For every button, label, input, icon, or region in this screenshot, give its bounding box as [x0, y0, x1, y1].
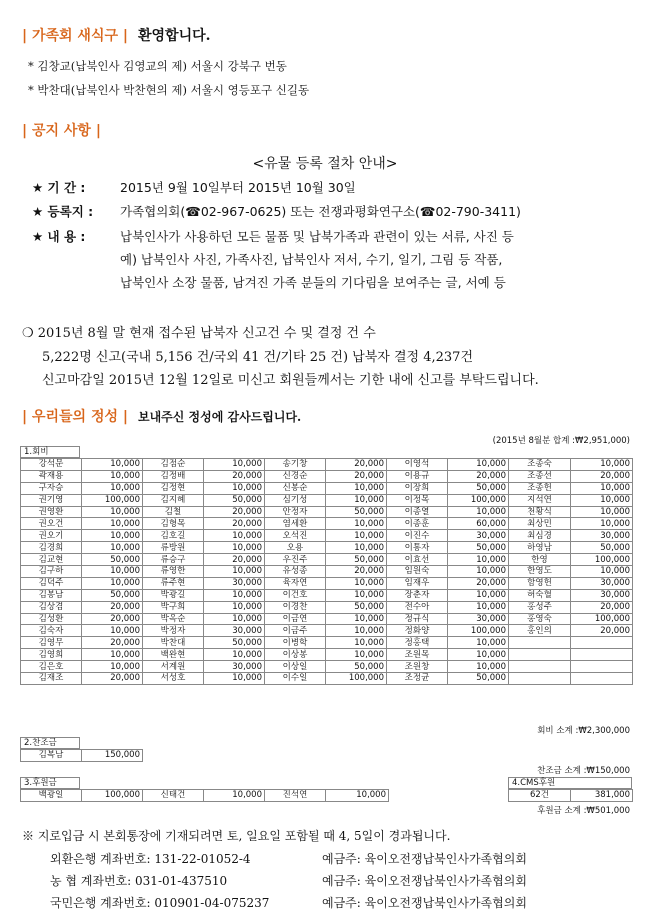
donor-name: 이금주 — [265, 625, 326, 637]
donor-name: 이건호 — [265, 589, 326, 601]
cms-count: 62건 — [509, 790, 571, 802]
notice-row-text: 납북인사가 사용하던 모든 물품 및 납북가족과 관련이 있는 서류, 사진 등 — [120, 229, 514, 244]
donor-name: 김형목 — [143, 518, 204, 530]
donor-amount: 20,000 — [571, 601, 633, 613]
donor-amount: 10,000 — [571, 518, 633, 530]
table-row — [21, 625, 633, 637]
status-line: 신고마감일 2015년 12월 12일로 미신고 회원들께서는 기한 내에 신고를 부탁드립니다. — [42, 373, 539, 388]
donor-amount: 10,000 — [82, 459, 143, 471]
donor-name: 하영남 — [509, 542, 571, 554]
donor-name: 박정자 — [143, 625, 204, 637]
donor-name: 정홍택 — [387, 637, 448, 649]
cms-grid — [508, 789, 633, 802]
donor-amount: 100,000 — [326, 673, 387, 685]
donor-amount: 10,000 — [448, 566, 509, 578]
donor-amount: 20,000 — [571, 625, 633, 637]
donor-amount: 10,000 — [82, 542, 143, 554]
donor-amount: 10,000 — [204, 530, 265, 542]
donor-name: 강석문 — [21, 459, 82, 471]
donor-amount: 10,000 — [571, 566, 633, 578]
account-holder: 예금주: 육이오전쟁납북인사가족협의회 — [322, 852, 527, 866]
notice-row-label: ★ 내 용 : — [32, 229, 86, 244]
donor-name: 서계원 — [143, 661, 204, 673]
donor-name — [509, 673, 571, 685]
donor-amount: 10,000 — [448, 589, 509, 601]
donor-name: 김성환 — [21, 613, 82, 625]
welcome-item: * 박찬대(납북인사 박찬현의 제) 서울시 영등포구 신길동 — [28, 83, 310, 97]
donor-name: 이통자 — [387, 542, 448, 554]
donor-name: 홍인의 — [509, 625, 571, 637]
donor-name: 이상일 — [265, 661, 326, 673]
donor-amount: 10,000 — [82, 625, 143, 637]
donor-amount: 10,000 — [204, 566, 265, 578]
donor-name: 김지혜 — [143, 494, 204, 506]
donor-amount: 50,000 — [204, 494, 265, 506]
donor-name: 류방원 — [143, 542, 204, 554]
section-cms: 4.CMS후원 — [508, 777, 632, 789]
donor-amount: 10,000 — [326, 518, 387, 530]
donor-amount: 10,000 — [204, 589, 265, 601]
donor-amount: 50,000 — [82, 554, 143, 566]
donor-name: 이금연 — [265, 613, 326, 625]
donor-amount: 10,000 — [571, 506, 633, 518]
donor-name: 전수아 — [387, 601, 448, 613]
status-line: 5,222명 신고(국내 5,156 건/국외 41 건/기타 25 건) 납북자 결정 4,237건 — [42, 350, 474, 365]
donor-amount: 50,000 — [326, 601, 387, 613]
donor-amount: 20,000 — [326, 470, 387, 482]
account-holder: 예금주: 육이오전쟁납북인사가족협의회 — [322, 874, 527, 888]
donor-amount: 100,000 — [82, 790, 143, 802]
table-row — [509, 790, 633, 802]
donor-amount: 10,000 — [204, 459, 265, 471]
donor-amount: 10,000 — [326, 577, 387, 589]
notice-row-label: ★ 등록지 : — [32, 204, 94, 219]
table-row — [21, 566, 633, 578]
donor-name: 류주현 — [143, 577, 204, 589]
donor-amount: 10,000 — [204, 673, 265, 685]
subtotal-sponsorship: 찬조금 소계 :₩150,000 — [537, 766, 630, 776]
donor-name: 권오건 — [21, 518, 82, 530]
table-row — [21, 518, 633, 530]
donor-name: 김재조 — [21, 673, 82, 685]
table-row — [21, 542, 633, 554]
donor-name — [509, 649, 571, 661]
donor-name: 최상민 — [509, 518, 571, 530]
donor-name: 이수일 — [265, 673, 326, 685]
donor-amount: 100,000 — [571, 613, 633, 625]
notice-row-text: 2015년 9월 10일부터 2015년 10월 30일 — [120, 180, 356, 195]
donor-name: 우진주 — [265, 554, 326, 566]
donor-amount: 100,000 — [82, 494, 143, 506]
account-bank: 외환은행 계좌번호: 131-22-01052-4 — [50, 852, 251, 866]
donor-amount: 150,000 — [82, 750, 143, 762]
table-row — [21, 530, 633, 542]
table-row — [21, 750, 143, 762]
donor-amount: 10,000 — [448, 649, 509, 661]
table-row — [21, 459, 633, 471]
donor-name: 신경순 — [265, 470, 326, 482]
donor-name: 김정배 — [143, 470, 204, 482]
donor-name: 이경찬 — [265, 601, 326, 613]
notice-row-label: ★ 기 간 : — [32, 180, 86, 195]
subtotal-fee: 회비 소계 :₩2,300,000 — [537, 726, 630, 736]
donor-amount: 10,000 — [82, 661, 143, 673]
notice-row-content — [32, 227, 514, 245]
donor-amount: 50,000 — [82, 589, 143, 601]
section-support: 3.후원금 — [20, 777, 80, 789]
donor-amount: 10,000 — [571, 459, 633, 471]
donor-name: 허숙혈 — [509, 589, 571, 601]
donor-amount: 10,000 — [326, 589, 387, 601]
donation-total: (2015년 8월분 합계 :₩2,951,000) — [492, 436, 630, 446]
donor-name: 김숙자 — [21, 625, 82, 637]
table-row — [21, 673, 633, 685]
notice-title: <유물 등록 절차 안내> — [252, 156, 398, 172]
donor-amount: 30,000 — [204, 625, 265, 637]
table-row — [21, 790, 389, 802]
donor-amount: 100,000 — [448, 494, 509, 506]
subtotal-support: 후원금 소계 :₩501,000 — [537, 806, 630, 816]
donor-amount: 20,000 — [82, 613, 143, 625]
donor-amount: 10,000 — [82, 482, 143, 494]
donor-name: 진석연 — [265, 790, 326, 802]
donor-name: 오석진 — [265, 530, 326, 542]
donor-name: 곽재용 — [21, 470, 82, 482]
donor-name: 김영희 — [21, 649, 82, 661]
donor-name: 김덕주 — [21, 577, 82, 589]
donor-amount — [571, 637, 633, 649]
section-sponsorship: 2.찬조금 — [20, 737, 80, 749]
donor-amount: 30,000 — [571, 577, 633, 589]
donor-name: 김상겸 — [21, 601, 82, 613]
table-row — [21, 613, 633, 625]
donor-amount: 20,000 — [82, 601, 143, 613]
donor-amount: 10,000 — [82, 506, 143, 518]
donor-amount: 20,000 — [448, 577, 509, 589]
donor-amount: 10,000 — [326, 790, 389, 802]
donations-heading — [22, 406, 301, 426]
donor-name: 임재우 — [387, 577, 448, 589]
donor-amount: 10,000 — [204, 649, 265, 661]
donor-name: 백광일 — [21, 790, 82, 802]
donor-name: 송기창 — [265, 459, 326, 471]
donor-amount: 10,000 — [326, 613, 387, 625]
donor-amount: 10,000 — [204, 542, 265, 554]
welcome-note: 환영합니다. — [138, 28, 211, 44]
donor-amount: 100,000 — [571, 554, 633, 566]
donor-name: 조원창 — [387, 661, 448, 673]
support-grid — [20, 789, 389, 802]
donor-amount: 100,000 — [448, 625, 509, 637]
donor-name: 정규식 — [387, 613, 448, 625]
donor-amount: 20,000 — [571, 470, 633, 482]
donor-name: 한영도 — [509, 566, 571, 578]
donor-name: 조종숙 — [509, 459, 571, 471]
donor-name: 홍영숙 — [509, 613, 571, 625]
donor-amount: 20,000 — [82, 673, 143, 685]
donor-name: 지석연 — [509, 494, 571, 506]
donor-name: 정화양 — [387, 625, 448, 637]
donor-name: 이정목 — [387, 494, 448, 506]
donor-name: 함영헌 — [509, 577, 571, 589]
donor-amount: 30,000 — [571, 589, 633, 601]
donor-amount: 10,000 — [326, 530, 387, 542]
donor-name: 이진수 — [387, 530, 448, 542]
donor-name: 김호길 — [143, 530, 204, 542]
donor-name: 유성종 — [265, 566, 326, 578]
donor-name: 김점순 — [143, 459, 204, 471]
donor-name: 구자승 — [21, 482, 82, 494]
donor-amount: 20,000 — [204, 470, 265, 482]
donor-name: 박찬대 — [143, 637, 204, 649]
donor-amount: 10,000 — [571, 482, 633, 494]
sponsorship-grid — [20, 749, 143, 762]
donor-name: 육자연 — [265, 577, 326, 589]
donor-amount: 10,000 — [448, 661, 509, 673]
donor-amount: 10,000 — [82, 518, 143, 530]
donor-name: 김봉남 — [21, 589, 82, 601]
donor-amount: 10,000 — [326, 482, 387, 494]
donor-name: 박옥순 — [143, 613, 204, 625]
donor-amount: 50,000 — [204, 637, 265, 649]
section-membership-fee: 1.회비 — [20, 446, 80, 458]
donor-name — [509, 661, 571, 673]
donor-name: 김은호 — [21, 661, 82, 673]
membership-fee-grid — [20, 458, 633, 685]
donor-amount: 10,000 — [448, 601, 509, 613]
donor-amount: 10,000 — [204, 790, 265, 802]
donor-name: 최심경 — [509, 530, 571, 542]
donor-amount: 10,000 — [82, 566, 143, 578]
footer-note: ※ 지로입금 시 본회통장에 기재되려면 토, 일요일 포함될 때 4, 5일이 경과됩니다. — [22, 829, 451, 843]
donor-name: 신태건 — [143, 790, 204, 802]
notice-row-text: 가족협의회(☎02-967-0625) 또는 전쟁과평화연구소(☎02-790-3411) — [120, 204, 521, 219]
table-row — [21, 494, 633, 506]
donor-amount: 20,000 — [204, 518, 265, 530]
donor-amount: 10,000 — [571, 494, 633, 506]
status-line: ❍ 2015년 8월 말 현재 접수된 납북자 신고건 수 및 결정 건 수 — [22, 326, 376, 341]
donor-amount: 50,000 — [326, 554, 387, 566]
donor-name: 홍성주 — [509, 601, 571, 613]
donor-amount: 50,000 — [448, 482, 509, 494]
donor-name: 염세환 — [265, 518, 326, 530]
donor-name: 권영환 — [21, 506, 82, 518]
donor-amount: 20,000 — [448, 470, 509, 482]
donor-name: 안정자 — [265, 506, 326, 518]
donor-name: 이영석 — [387, 459, 448, 471]
donor-name: 김복남 — [21, 750, 82, 762]
donor-name: 심기성 — [265, 494, 326, 506]
table-row — [21, 601, 633, 613]
donor-amount: 20,000 — [326, 459, 387, 471]
donor-name: 조종헌 — [509, 482, 571, 494]
notice-content-cont: 납북인사 소장 물품, 남겨진 가족 분들의 기다림을 보여주는 글, 서예 등 — [120, 275, 506, 290]
donor-amount: 50,000 — [571, 542, 633, 554]
donor-name: 류영한 — [143, 566, 204, 578]
table-row — [21, 637, 633, 649]
donor-name: 조종선 — [509, 470, 571, 482]
donor-amount: 60,000 — [448, 518, 509, 530]
donor-name: 권기영 — [21, 494, 82, 506]
donor-name: 권오기 — [21, 530, 82, 542]
donor-amount: 30,000 — [204, 577, 265, 589]
donor-amount: 10,000 — [82, 649, 143, 661]
donor-name: 김경희 — [21, 542, 82, 554]
donor-name: 조원목 — [387, 649, 448, 661]
donor-name: 김정현 — [143, 482, 204, 494]
donor-name: 백완현 — [143, 649, 204, 661]
donor-amount: 10,000 — [204, 601, 265, 613]
welcome-heading — [22, 25, 211, 45]
donation-table — [20, 432, 632, 820]
donor-amount: 20,000 — [326, 566, 387, 578]
donor-amount: 10,000 — [448, 637, 509, 649]
notice-heading: | 공지 사항 | — [22, 123, 101, 139]
donor-amount: 30,000 — [448, 613, 509, 625]
donor-name: 이종훈 — [387, 518, 448, 530]
donor-amount: 10,000 — [326, 649, 387, 661]
donor-name: 한영 — [509, 554, 571, 566]
donor-name: 박광길 — [143, 589, 204, 601]
donor-amount: 50,000 — [448, 542, 509, 554]
donor-amount: 50,000 — [326, 661, 387, 673]
donor-amount: 20,000 — [204, 554, 265, 566]
donor-amount: 10,000 — [326, 625, 387, 637]
table-row — [21, 589, 633, 601]
donor-amount: 30,000 — [448, 530, 509, 542]
donor-name: 이용규 — [387, 470, 448, 482]
donor-amount: 10,000 — [448, 554, 509, 566]
table-row — [21, 554, 633, 566]
table-row — [21, 506, 633, 518]
notice-content-cont: 예) 납북인사 사진, 가족사진, 납북인사 저서, 수기, 일기, 그림 등 작품, — [120, 252, 503, 267]
cms-amount: 381,000 — [571, 790, 633, 802]
donor-amount: 10,000 — [204, 613, 265, 625]
donor-name: 장춘자 — [387, 589, 448, 601]
donor-name: 이상봉 — [265, 649, 326, 661]
donor-name: 천황식 — [509, 506, 571, 518]
welcome-item: * 김창교(납북인사 김영교의 제) 서울시 강북구 번동 — [28, 59, 287, 73]
donor-amount: 10,000 — [326, 637, 387, 649]
donor-name: 조정균 — [387, 673, 448, 685]
donor-name — [509, 637, 571, 649]
donor-amount: 30,000 — [571, 530, 633, 542]
donor-amount: 10,000 — [82, 530, 143, 542]
donor-amount: 50,000 — [326, 506, 387, 518]
donor-name: 류승구 — [143, 554, 204, 566]
donor-name: 박구희 — [143, 601, 204, 613]
welcome-heading-label: | 가족회 새식구 | — [22, 28, 128, 44]
donor-amount: 10,000 — [204, 482, 265, 494]
donor-name: 이효선 — [387, 554, 448, 566]
table-row — [21, 470, 633, 482]
notice-row-period — [32, 178, 356, 196]
account-bank: 농 협 계좌번호: 031-01-437510 — [50, 874, 228, 888]
donor-name: 오용 — [265, 542, 326, 554]
account-bank: 국민은행 계좌번호: 010901-04-075237 — [50, 896, 270, 910]
table-row — [21, 482, 633, 494]
donor-amount — [571, 649, 633, 661]
donor-name: 서성호 — [143, 673, 204, 685]
account-holder: 예금주: 육이오전쟁납북인사가족협의회 — [322, 896, 527, 910]
donor-name: 이장희 — [387, 482, 448, 494]
donations-heading-label: | 우리들의 정성 | — [22, 409, 128, 425]
donor-amount: 10,000 — [326, 494, 387, 506]
donor-name: 김구하 — [21, 566, 82, 578]
donations-note: 보내주신 정성에 감사드립니다. — [138, 410, 302, 424]
donor-amount — [571, 661, 633, 673]
donor-name: 이병학 — [265, 637, 326, 649]
donor-name: 김영무 — [21, 637, 82, 649]
donor-amount: 20,000 — [204, 506, 265, 518]
donor-name: 김교현 — [21, 554, 82, 566]
notice-row-place — [32, 202, 521, 220]
donor-amount: 20,000 — [82, 637, 143, 649]
donor-amount: 30,000 — [204, 661, 265, 673]
donor-amount: 10,000 — [448, 459, 509, 471]
donor-amount: 10,000 — [82, 470, 143, 482]
donor-amount: 10,000 — [448, 506, 509, 518]
table-row — [21, 577, 633, 589]
donor-name: 김철 — [143, 506, 204, 518]
table-row — [21, 661, 633, 673]
donor-name: 임원숙 — [387, 566, 448, 578]
donor-name: 신봉순 — [265, 482, 326, 494]
donor-amount: 10,000 — [82, 577, 143, 589]
table-row — [21, 649, 633, 661]
donor-amount: 10,000 — [326, 542, 387, 554]
donor-name: 이종열 — [387, 506, 448, 518]
donor-amount — [571, 673, 633, 685]
donor-amount: 50,000 — [448, 673, 509, 685]
